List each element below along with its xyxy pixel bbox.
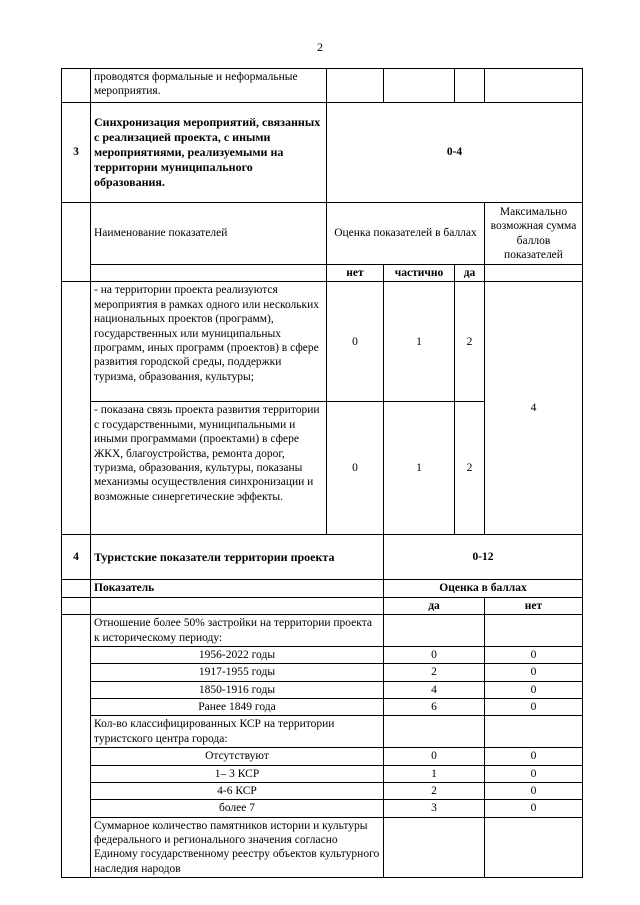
group-item-yes: 1 bbox=[384, 765, 485, 782]
section3-row-partial: 1 bbox=[384, 402, 455, 535]
section3-max-value: 4 bbox=[485, 282, 583, 535]
group-item-label: Ранее 1849 года bbox=[91, 699, 384, 716]
section4-number: 4 bbox=[62, 535, 91, 580]
section3-row-text: - показана связь проекта развития территории с государственными, муниципальными и иными программами (проектами) в сфере ЖКХ, благоустройства, ремонта дорог, туризма, образования, культуры, показаны механизмы осуществления синхронизации и возможные синергетические эффекты. bbox=[91, 402, 327, 535]
group-title: Кол-во классифицированных КСР на территории туристского центра города: bbox=[91, 716, 384, 748]
section4-header-yes: да bbox=[384, 597, 485, 614]
section4-subheader-row bbox=[62, 597, 583, 614]
group-item-yes: 0 bbox=[384, 748, 485, 765]
section3-range: 0-4 bbox=[327, 103, 583, 203]
section3-row-yes: 2 bbox=[455, 402, 485, 535]
group-item-yes: 2 bbox=[384, 782, 485, 799]
criteria-table bbox=[61, 68, 583, 878]
group-title: Отношение более 50% застройки на территории проекта к историческому периоду: bbox=[91, 615, 384, 647]
section3-number: 3 bbox=[62, 103, 91, 203]
page-number: 2 bbox=[317, 40, 323, 54]
section4-header-row bbox=[62, 580, 583, 597]
group-item-label: 1850-1916 годы bbox=[91, 681, 384, 698]
group-item-row bbox=[62, 646, 583, 663]
section3-header-partial: частично bbox=[384, 265, 455, 282]
group-item-row bbox=[62, 664, 583, 681]
section3-header-no: нет bbox=[327, 265, 384, 282]
group-item-label: более 7 bbox=[91, 800, 384, 817]
group-item-label: 4-6 КСР bbox=[91, 782, 384, 799]
section3-subheader-row bbox=[62, 265, 583, 282]
group-item-yes: 3 bbox=[384, 800, 485, 817]
group-item-yes: 2 bbox=[384, 664, 485, 681]
group-item-yes: 6 bbox=[384, 699, 485, 716]
section3-title: Синхронизация мероприятий, связанных с реализацией проекта, с иными мероприятиями, реализуемыми на территории муниципального образования. bbox=[91, 103, 327, 203]
group-title-row bbox=[62, 615, 583, 647]
group-item-label: 1– 3 КСР bbox=[91, 765, 384, 782]
section3-row bbox=[62, 282, 583, 402]
section3-header-yes: да bbox=[455, 265, 485, 282]
group-item-no: 0 bbox=[485, 782, 583, 799]
criteria-table-block bbox=[61, 68, 582, 878]
group-item-no: 0 bbox=[485, 748, 583, 765]
continuation-text: проводятся формальные и неформальные мероприятия. bbox=[91, 69, 327, 103]
section3-title-row bbox=[62, 103, 583, 203]
section3-header-max: Максимально возможная сумма баллов показателей bbox=[485, 203, 583, 265]
group-item-yes: 4 bbox=[384, 681, 485, 698]
group-item-label: 1956-2022 годы bbox=[91, 646, 384, 663]
group-item-no: 0 bbox=[485, 800, 583, 817]
section4-header-no: нет bbox=[485, 597, 583, 614]
group-item-row bbox=[62, 765, 583, 782]
group-item-no: 0 bbox=[485, 681, 583, 698]
section3-row-no: 0 bbox=[327, 402, 384, 535]
section3-row-yes: 2 bbox=[455, 282, 485, 402]
section4-title-row bbox=[62, 535, 583, 580]
group-title: Суммарное количество памятников истории и культуры федерального и регионального значения согласно Единому государственному реестру объектов культурного наследия народов bbox=[91, 817, 384, 878]
group-item-no: 0 bbox=[485, 765, 583, 782]
group-item-row bbox=[62, 800, 583, 817]
continuation-row bbox=[62, 69, 583, 103]
section3-header-row bbox=[62, 203, 583, 265]
section4-header-indicator: Показатель bbox=[91, 580, 384, 597]
group-item-no: 0 bbox=[485, 664, 583, 681]
section4-range: 0-12 bbox=[384, 535, 583, 580]
group-item-row bbox=[62, 699, 583, 716]
section3-row-text: - на территории проекта реализуются мероприятия в рамках одного или нескольких национальных проектов (программ), государственных или муниципальных программ, иных программ (проектов) в сфере развития городской среды, поддержки туризма, образования, культуры; bbox=[91, 282, 327, 402]
group-item-label: Отсутствуют bbox=[91, 748, 384, 765]
group-item-row bbox=[62, 782, 583, 799]
group-item-row bbox=[62, 748, 583, 765]
group-item-label: 1917-1955 годы bbox=[91, 664, 384, 681]
group-item-yes: 0 bbox=[384, 646, 485, 663]
section3-header-score: Оценка показателей в баллах bbox=[327, 203, 485, 265]
section3-header-name: Наименование показателей bbox=[91, 203, 327, 265]
group-item-no: 0 bbox=[485, 699, 583, 716]
group-title-row bbox=[62, 716, 583, 748]
section3-row-no: 0 bbox=[327, 282, 384, 402]
group-item-no: 0 bbox=[485, 646, 583, 663]
group-title-row bbox=[62, 817, 583, 878]
section4-title: Туристские показатели территории проекта bbox=[91, 535, 384, 580]
section4-header-score: Оценка в баллах bbox=[384, 580, 583, 597]
continuation-number-cell bbox=[62, 69, 91, 103]
section3-row-partial: 1 bbox=[384, 282, 455, 402]
group-item-row bbox=[62, 681, 583, 698]
